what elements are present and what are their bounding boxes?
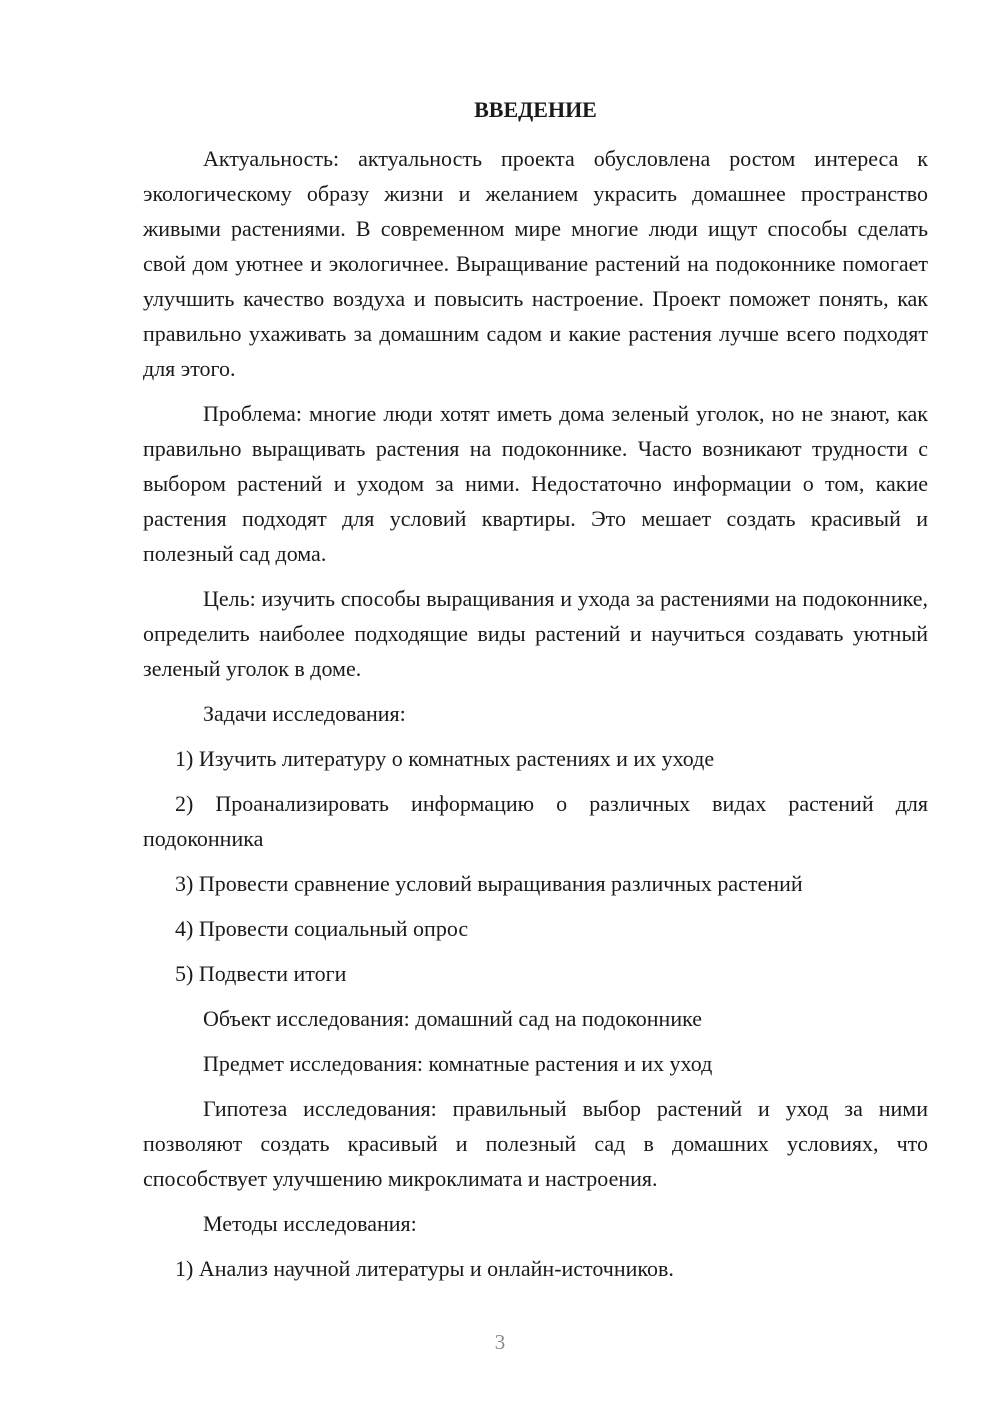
task-item: 3) Провести сравнение условий выращивания различных растений (175, 871, 803, 896)
section-title: ВВЕДЕНИЕ (474, 97, 597, 122)
page-content (143, 94, 928, 1296)
object-line: Объект исследования: домашний сад на подоконнике (203, 1006, 703, 1031)
task-item: 1) Изучить литературу о комнатных растениях и их уходе (175, 746, 715, 771)
methods-heading: Методы исследования: (203, 1211, 417, 1236)
page-number: 3 (494, 1330, 506, 1354)
tasks-heading: Задачи исследования: (203, 701, 406, 726)
goal-paragraph: Цель: изучить способы выращивания и ухода за растениями на подоконнике, определить наиболее подходящие виды растений и научиться создавать уютный зеленый уголок в доме. (143, 586, 928, 681)
task-item: 2) Проанализировать информацию о различных видах растений для подоконника (143, 791, 928, 851)
method-item: 1) Анализ научной литературы и онлайн-источников. (175, 1256, 674, 1281)
task-item: 5) Подвести итоги (175, 961, 347, 986)
hypothesis-paragraph: Гипотеза исследования: правильный выбор растений и уход за ними позволяют создать красивый и полезный сад в домашних условиях, что способствует улучшению микроклимата и настроения. (143, 1096, 928, 1191)
relevance-paragraph: Актуальность: актуальность проекта обусловлена ростом интереса к экологическому образу жизни и желанием украсить домашнее пространство живыми растениями. В современном мире многие люди ищут способы сделать свой дом уютнее и экологичнее. Выращивание растений на подоконнике помогает улучшить качество воздуха и повысить настроение. Проект поможет понять, как правильно ухаживать за домашним садом и какие растения лучше всего подходят для этого. (143, 146, 928, 381)
problem-paragraph: Проблема: многие люди хотят иметь дома зеленый уголок, но не знают, как правильно выращивать растения на подоконнике. Часто возникают трудности с выбором растений и уходом за ними. Недостаточно информации о том, какие растения подходят для условий квартиры. Это мешает создать красивый и полезный сад дома. (143, 401, 928, 566)
task-item: 4) Провести социальный опрос (175, 916, 469, 941)
subject-line: Предмет исследования: комнатные растения и их уход (203, 1051, 713, 1076)
